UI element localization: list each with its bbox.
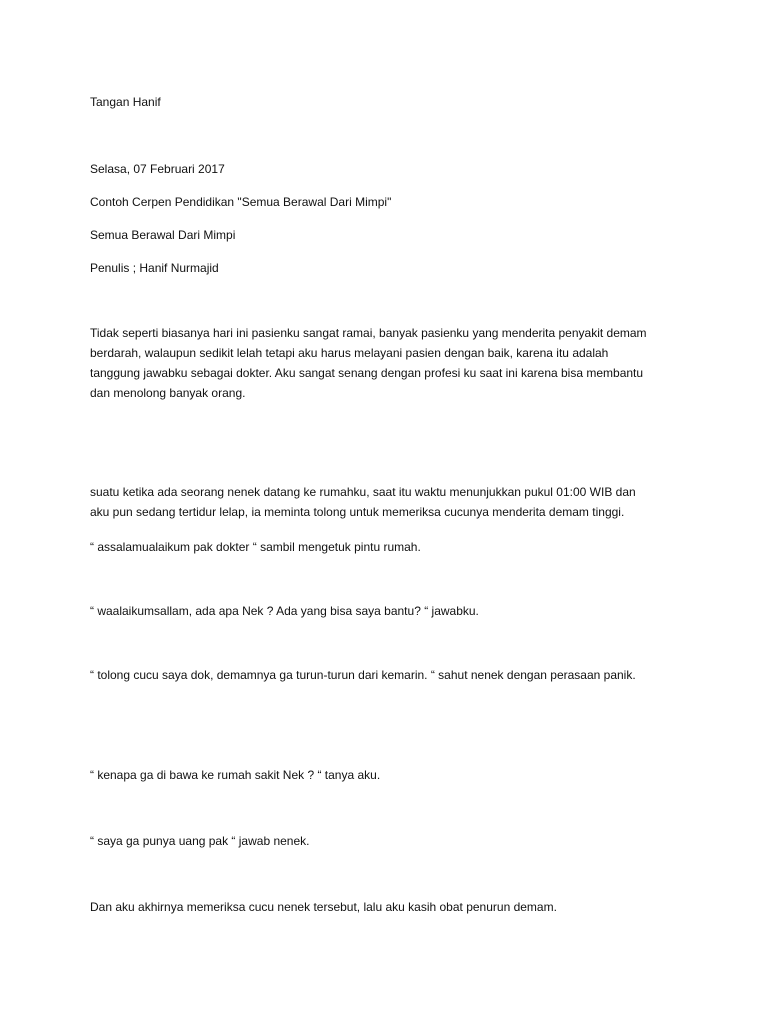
paragraph-1-line: Tidak seperti biasanya hari ini pasienku sangat ramai, banyak pasienku yang menderita penyakit demam: [90, 326, 647, 340]
document-date: Selasa, 07 Februari 2017: [90, 162, 225, 176]
paragraph-1-line: berdarah, walaupun sedikit lelah tetapi aku harus melayani pasien dengan baik, karena itu adalah: [90, 346, 609, 360]
dialog-line-4: “ kenapa ga di bawa ke rumah sakit Nek ? “ tanya aku.: [90, 768, 381, 782]
paragraph-2-line: suatu ketika ada seorang nenek datang ke rumahku, saat itu waktu menunjukkan pukul 01:00 WIB dan: [90, 485, 636, 499]
document-title: Tangan Hanif: [90, 95, 161, 109]
paragraph-1-line: tanggung jawabku sebagai dokter. Aku sangat senang dengan profesi ku saat ini karena bisa membantu: [90, 366, 644, 380]
paragraph-2: [90, 482, 700, 522]
dialog-line-3: “ tolong cucu saya dok, demamnya ga turun-turun dari kemarin. “ sahut nenek dengan perasaan panik.: [90, 668, 636, 682]
dialog-line-2: “ waalaikumsallam, ada apa Nek ? Ada yang bisa saya bantu? “ jawabku.: [90, 604, 479, 618]
story-title: Semua Berawal Dari Mimpi: [90, 228, 236, 242]
paragraph-1: [90, 323, 700, 403]
paragraph-1-line: dan menolong banyak orang.: [90, 386, 246, 400]
paragraph-2-line: aku pun sedang tertidur lelap, ia meminta tolong untuk memeriksa cucunya menderita demam tinggi.: [90, 505, 625, 519]
dialog-line-1: “ assalamualaikum pak dokter “ sambil mengetuk pintu rumah.: [90, 540, 421, 554]
author-line: Penulis ; Hanif Nurmajid: [90, 261, 219, 275]
document-heading: Contoh Cerpen Pendidikan "Semua Berawal Dari Mimpi": [90, 195, 392, 209]
closing-line: Dan aku akhirnya memeriksa cucu nenek tersebut, lalu aku kasih obat penurun demam.: [90, 900, 557, 914]
dialog-line-5: “ saya ga punya uang pak “ jawab nenek.: [90, 834, 310, 848]
